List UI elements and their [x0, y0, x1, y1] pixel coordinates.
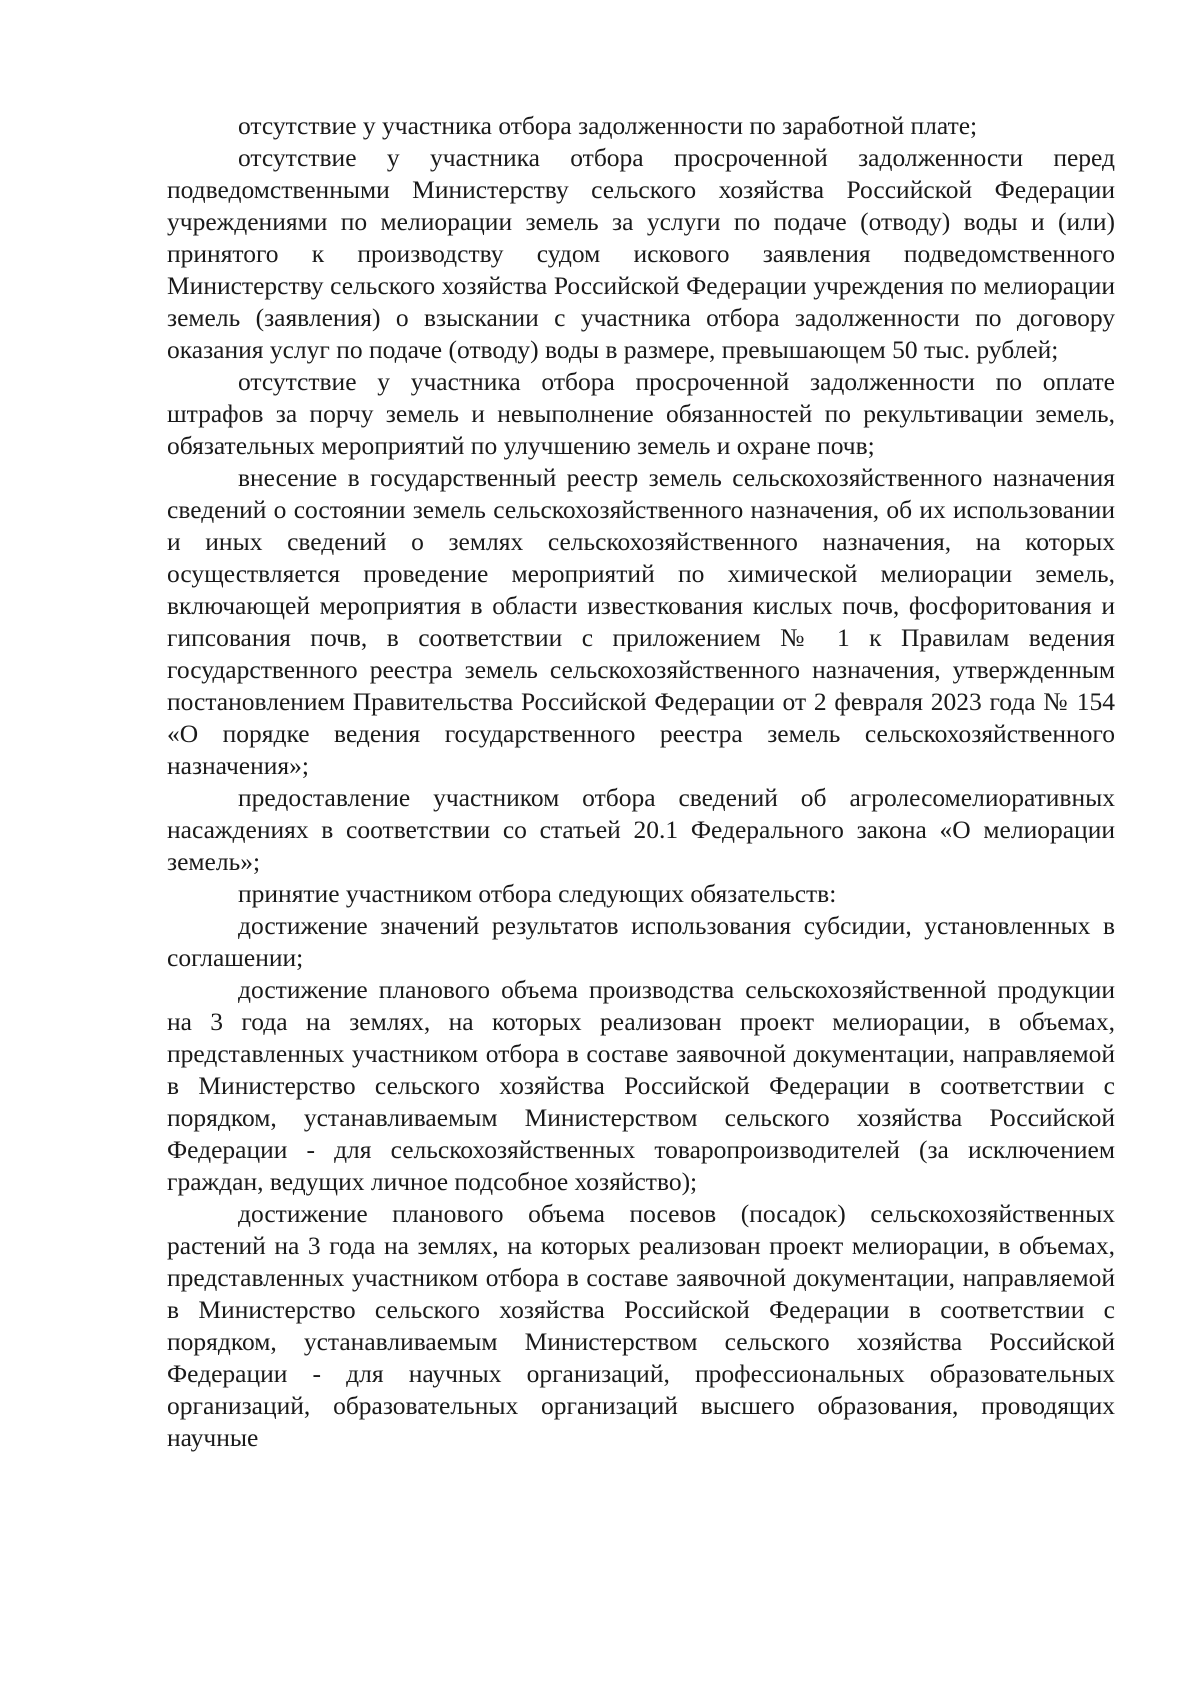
- paragraph-land-registry: внесение в государственный реестр земель сельскохозяйственного назначения сведений о состоянии земель сельскохозяйственного назначения, об их использовании и иных сведений о землях сельскохозяйственного назначения, на которых осуществляется проведение мероприятий по химической мелиорации земель, включающей мероприятия в области известкования кислых почв, фосфоритования и гипсования почв, в соответствии с приложением № 1 к Правилам ведения государственного реестра земель сельскохозяйственного назначения, утвержденным постановлением Правительства Российской Федерации от 2 февраля 2023 года № 154 «О порядке ведения государственного реестра земель сельскохозяйственного назначения»;: [167, 463, 1115, 780]
- document-body: [167, 110, 1115, 1454]
- paragraph-subsidy-results: достижение значений результатов использования субсидии, установленных в соглашении;: [167, 911, 1115, 972]
- paragraph-obligations-intro: принятие участником отбора следующих обязательств:: [238, 879, 837, 908]
- paragraph-production-volume: достижение планового объема производства сельскохозяйственной продукции на 3 года на землях, на которых реализован проект мелиорации, в объемах, представленных участником отбора в составе заявочной документации, направляемой в Министерство сельского хозяйства Российской Федерации в соответствии с порядком, устанавливаемым Министерством сельского хозяйства Российской Федерации - для сельскохозяйственных товаропроизводителей (за исключением граждан, ведущих личное подсобное хозяйство);: [167, 975, 1115, 1196]
- paragraph-salary-debt: отсутствие у участника отбора задолженности по заработной плате;: [238, 111, 978, 140]
- paragraph-water-supply-debt: отсутствие у участника отбора просроченной задолженности перед подведомственными Министерству сельского хозяйства Российской Федерации учреждениями по мелиорации земель за услуги по подаче (отводу) воды и (или) принятого к производству судом искового заявления подведомственного Министерству сельского хозяйства Российской Федерации учреждения по мелиорации земель (заявления) о взыскании с участника отбора задолженности по договору оказания услуг по подаче (отводу) воды в размере, превышающем 50 тыс. рублей;: [167, 143, 1115, 364]
- paragraph-fines-debt: отсутствие у участника отбора просроченной задолженности по оплате штрафов за порчу земель и невыполнение обязанностей по рекультивации земель, обязательных мероприятий по улучшению земель и охране почв;: [167, 367, 1115, 460]
- paragraph-agroforestry-info: предоставление участником отбора сведений об агролесомелиоративных насаждениях в соответствии со статьей 20.1 Федерального закона «О мелиорации земель»;: [167, 783, 1115, 876]
- paragraph-sowing-volume: достижение планового объема посевов (посадок) сельскохозяйственных растений на 3 года на землях, на которых реализован проект мелиорации, в объемах, представленных участником отбора в составе заявочной документации, направляемой в Министерство сельского хозяйства Российской Федерации в соответствии с порядком, устанавливаемым Министерством сельского хозяйства Российской Федерации - для научных организаций, профессиональных образовательных организаций, образовательных организаций высшего образования, проводящих научные: [167, 1199, 1115, 1452]
